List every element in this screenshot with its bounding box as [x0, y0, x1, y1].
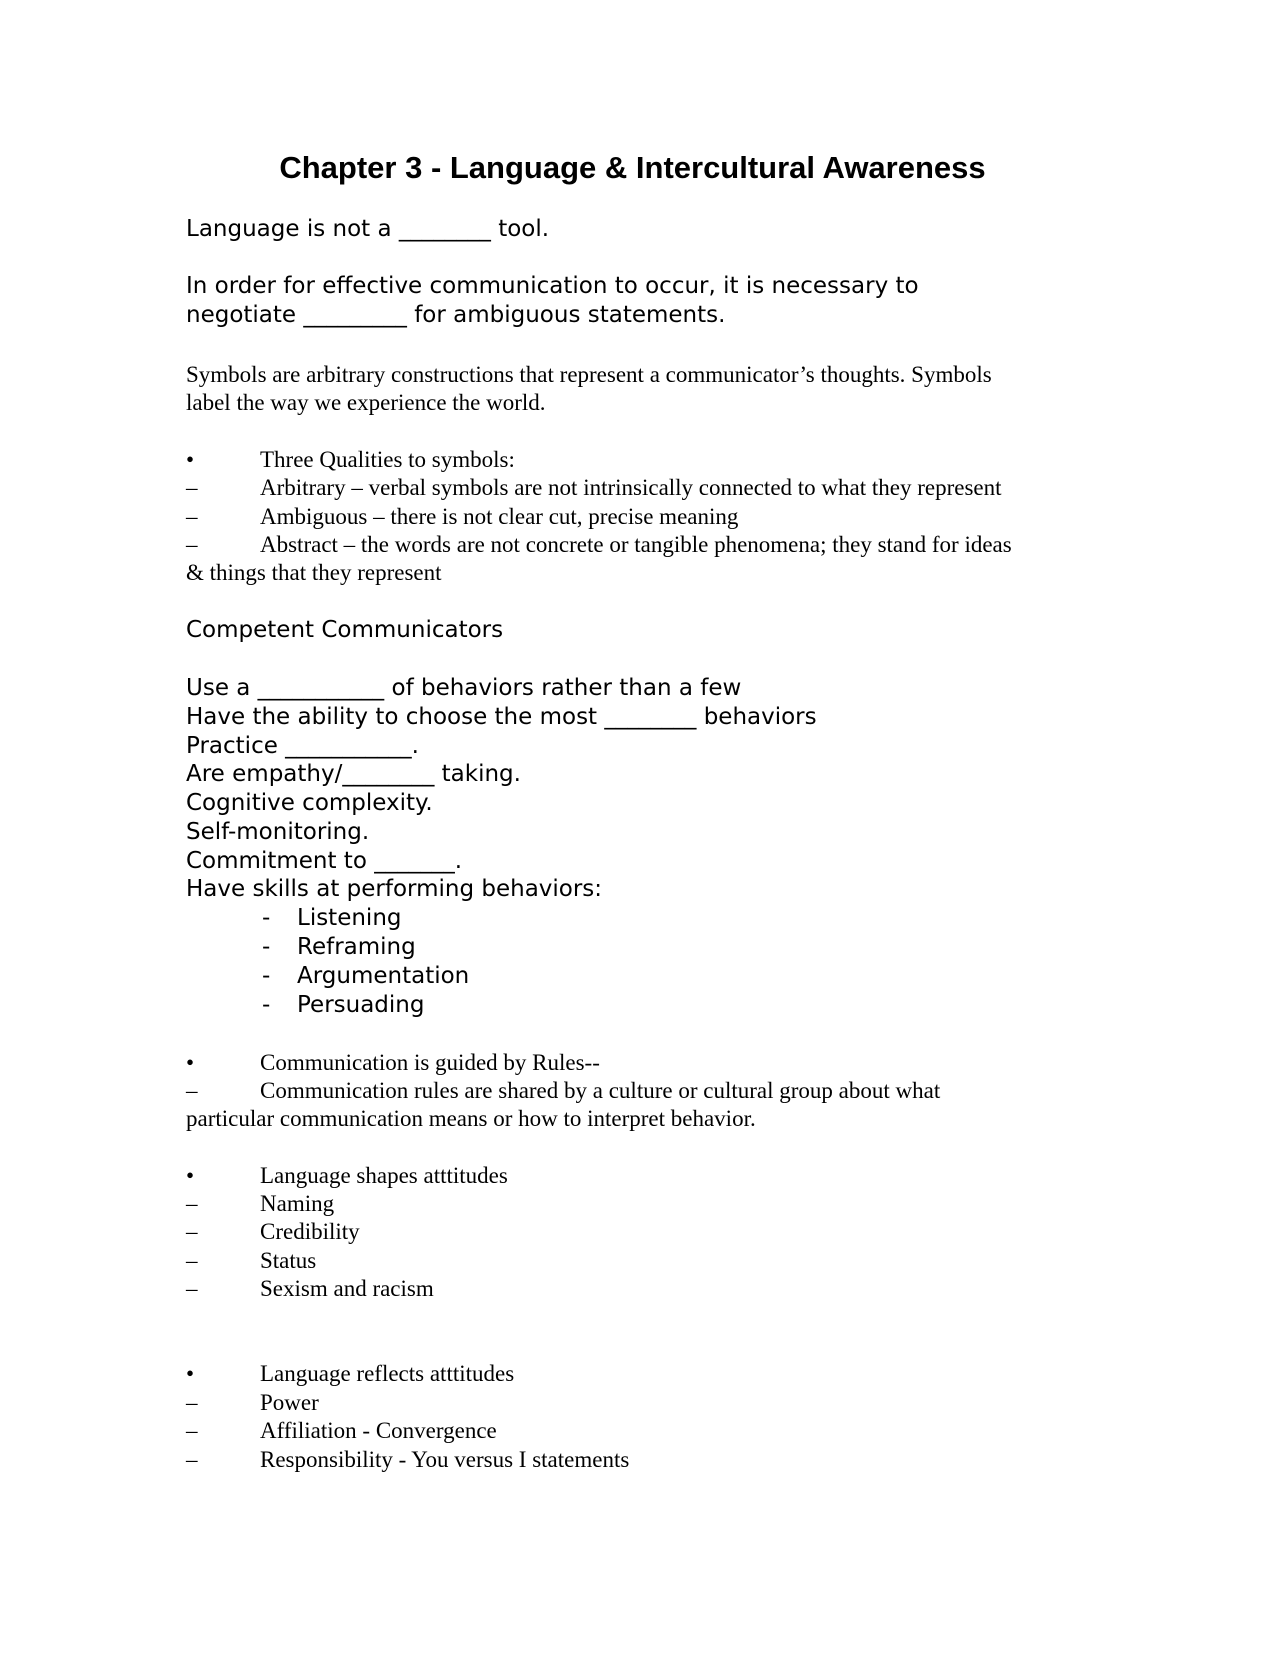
competent-line: Practice ___________. — [186, 733, 419, 759]
competent-line: Commitment to _______. — [186, 848, 463, 874]
dash-marker: – — [186, 475, 198, 500]
dash-marker: – — [186, 1447, 198, 1472]
rules-item-b: particular communication means or how to interpret behavior. — [186, 1106, 756, 1131]
symbols-paragraph-b: label the way we experience the world. — [186, 390, 546, 415]
competent-heading: Competent Communicators — [186, 617, 504, 643]
skill-item: Persuading — [297, 992, 425, 1018]
dash-marker: – — [186, 532, 198, 557]
bullet-marker: • — [186, 447, 195, 472]
dash-marker: – — [186, 1418, 198, 1443]
bullet-marker: • — [186, 1163, 195, 1188]
symbols-item-ambiguous: Ambiguous – there is not clear cut, precise meaning — [260, 504, 739, 529]
symbols-heading: Three Qualities to symbols: — [260, 447, 515, 472]
shapes-item: Naming — [260, 1191, 335, 1216]
skill-marker: - — [262, 963, 271, 989]
page-title: Chapter 3 - Language & Intercultural Awareness — [279, 150, 986, 185]
competent-line: Cognitive complexity. — [186, 790, 433, 816]
reflects-item: Responsibility - You versus I statements — [260, 1447, 630, 1472]
reflects-heading: Language reflects atttitudes — [260, 1361, 515, 1386]
dash-marker: – — [186, 1248, 198, 1273]
skill-marker: - — [262, 905, 271, 931]
competent-line: Self-monitoring. — [186, 819, 370, 845]
reflects-item: Power — [260, 1390, 319, 1415]
symbols-item-abstract: Abstract – the words are not concrete or tangible phenomena; they stand for ideas — [260, 532, 1012, 557]
dash-marker: – — [186, 1390, 198, 1415]
skill-item: Listening — [297, 905, 402, 931]
dash-marker: – — [186, 1191, 198, 1216]
competent-line: Have the ability to choose the most ________ behaviors — [186, 704, 817, 730]
skill-item: Argumentation — [297, 963, 470, 989]
shapes-item: Sexism and racism — [260, 1276, 434, 1301]
bullet-marker: • — [186, 1361, 195, 1386]
shapes-heading: Language shapes atttitudes — [260, 1163, 508, 1188]
shapes-item: Credibility — [260, 1219, 360, 1244]
intro-line-1: Language is not a ________ tool. — [186, 216, 550, 242]
bullet-marker: • — [186, 1050, 195, 1075]
dash-marker: – — [186, 504, 198, 529]
symbols-paragraph-a: Symbols are arbitrary constructions that represent a communicator’s thoughts. Symbols — [186, 362, 992, 387]
rules-heading: Communication is guided by Rules-- — [260, 1050, 600, 1075]
symbols-continuation: & things that they represent — [186, 560, 442, 585]
intro-line-2b: negotiate _________ for ambiguous statements. — [186, 302, 726, 328]
intro-line-2a: In order for effective communication to occur, it is necessary to — [186, 273, 919, 299]
skill-item: Reframing — [297, 934, 416, 960]
rules-item-a: Communication rules are shared by a culture or cultural group about what — [260, 1078, 941, 1103]
shapes-item: Status — [260, 1248, 317, 1273]
skill-marker: - — [262, 992, 271, 1018]
competent-line: Are empathy/________ taking. — [186, 761, 521, 787]
competent-line: Have skills at performing behaviors: — [186, 876, 603, 902]
reflects-item: Affiliation - Convergence — [260, 1418, 497, 1443]
competent-line: Use a ___________ of behaviors rather than a few — [186, 675, 742, 701]
symbols-item-arbitrary: Arbitrary – verbal symbols are not intrinsically connected to what they represent — [260, 475, 1002, 500]
dash-marker: – — [186, 1219, 198, 1244]
skill-marker: - — [262, 934, 271, 960]
dash-marker: – — [186, 1078, 198, 1103]
dash-marker: – — [186, 1276, 198, 1301]
